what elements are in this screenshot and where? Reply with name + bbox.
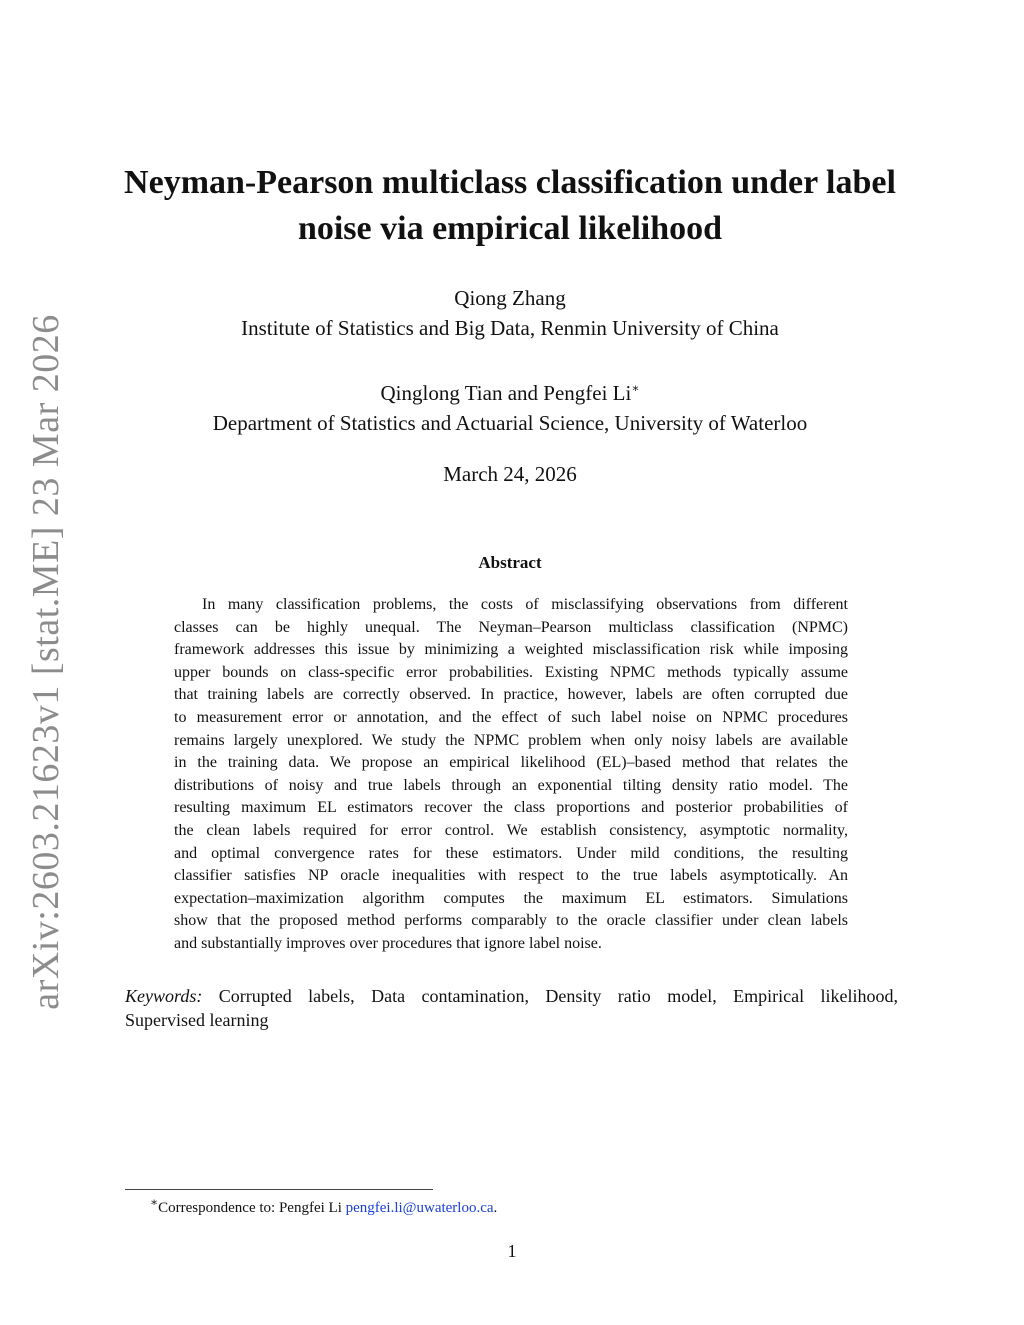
abstract-line: classifier satisfies NP oracle inequalities with respect to the true labels asymptotically. An (174, 867, 848, 885)
arxiv-identifier-stamp: arXiv:2603.21623v1 [stat.ME] 23 Mar 2026 (25, 314, 67, 1010)
email-link[interactable]: pengfei.li@uwaterloo.ca (345, 1200, 494, 1216)
page-number: 1 (507, 1241, 517, 1261)
abstract-line: distributions of noisy and true labels through an exponential tilting density ratio model. The (174, 776, 848, 794)
footnote-text: Correspondence to: Pengfei Li (158, 1200, 346, 1216)
footnote-divider (125, 1189, 433, 1190)
footnote-marker: ∗ (150, 1195, 159, 1209)
publication-date: March 24, 2026 (443, 462, 577, 486)
abstract-body (174, 594, 848, 956)
author-name-line (110, 373, 910, 408)
author-name: Qinglong Tian and Pengfei Li (380, 381, 632, 405)
abstract-line: show that the proposed method performs comparably to the oracle classifier under clean labels (174, 912, 848, 930)
author-affiliation: Department of Statistics and Actuarial Science, University of Waterloo (212, 411, 808, 435)
keywords-label: Keywords: (125, 986, 203, 1006)
abstract-line: to measurement error or annotation, and the effect of such label noise on NPMC procedures (174, 708, 848, 726)
abstract-line: resulting maximum EL estimators recover the class proportions and posterior probabilities of (174, 799, 848, 817)
keywords-line: Supervised learning (125, 1010, 269, 1030)
abstract-line: framework addresses this issue by minimizing a weighted misclassification risk while imposing (174, 641, 848, 659)
title-line: Neyman-Pearson multiclass classification under label (124, 164, 896, 201)
paper-title (110, 160, 910, 252)
footnote-marker[interactable]: ∗ (631, 381, 640, 395)
title-line: noise via empirical likelihood (297, 210, 723, 247)
abstract-line: and substantially improves over procedures that ignore label noise. (174, 934, 602, 952)
abstract-heading: Abstract (478, 553, 542, 572)
author-name: Qiong Zhang (454, 286, 566, 310)
abstract-line: classes can be highly unequal. The Neyman–Pearson multiclass classification (NPMC) (174, 618, 848, 636)
abstract-line: that training labels are correctly observed. In practice, however, labels are often corrupted due (174, 686, 848, 704)
abstract-line: remains largely unexplored. We study the NPMC problem when only noisy labels are available (174, 731, 848, 749)
author-block-2 (110, 373, 910, 438)
keywords-section (125, 984, 898, 1032)
abstract-line: in the training data. We propose an empirical likelihood (EL)–based method that relates the (174, 754, 848, 772)
abstract-line: upper bounds on class-specific error probabilities. Existing NPMC methods typically assume (174, 663, 848, 681)
abstract-line: and optimal convergence rates for these estimators. Under mild conditions, the resulting (174, 844, 848, 862)
keywords-line (125, 984, 898, 1008)
author-block-1 (110, 283, 910, 343)
author-affiliation: Institute of Statistics and Big Data, Renmin University of China (241, 316, 779, 340)
keywords-list: Corrupted labels, Data contamination, Density ratio model, Empirical likelihood, (218, 986, 899, 1006)
abstract-line: expectation–maximization algorithm computes the maximum EL estimators. Simulations (174, 889, 848, 907)
abstract-line: In many classification problems, the costs of misclassifying observations from different (202, 596, 848, 613)
footnote-trailing: . (493, 1200, 498, 1216)
correspondence-footnote (150, 1195, 497, 1217)
abstract-line: the clean labels required for error control. We establish consistency, asymptotic normality, (174, 821, 848, 839)
